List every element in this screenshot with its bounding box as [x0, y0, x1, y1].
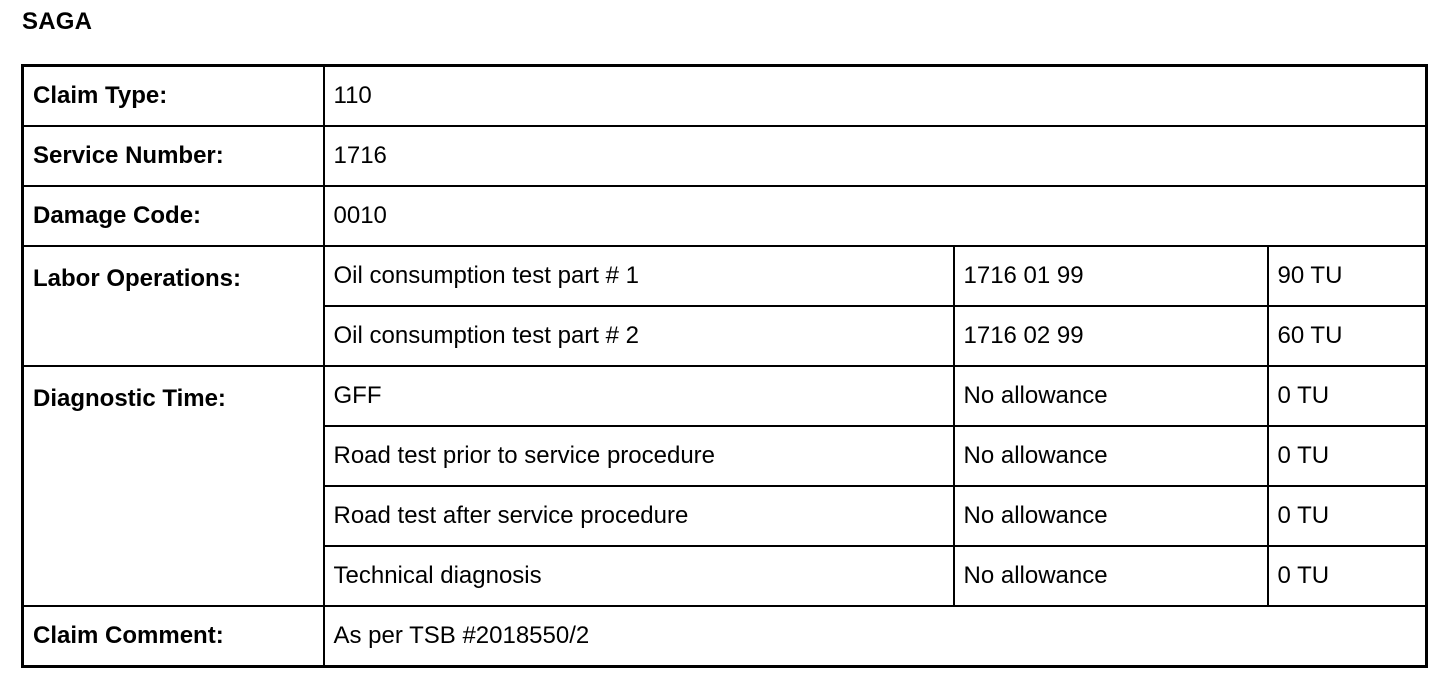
labor-operation-time: 60 TU [1268, 306, 1427, 366]
diagnostic-allowance: No allowance [954, 426, 1268, 486]
claim-type-row [23, 66, 1427, 127]
labor-operation-code: 1716 02 99 [954, 306, 1268, 366]
diagnostic-allowance: No allowance [954, 486, 1268, 546]
diagnostic-time-value: 0 TU [1268, 546, 1427, 606]
diagnostic-description: GFF [324, 366, 954, 426]
diagnostic-time-value: 0 TU [1268, 486, 1427, 546]
damage-code-row [23, 186, 1427, 246]
damage-code-value: 0010 [324, 186, 1427, 246]
claim-type-value: 110 [324, 66, 1427, 127]
claim-type-label: Claim Type: [23, 66, 324, 127]
diagnostic-time-row [23, 366, 1427, 426]
diagnostic-allowance: No allowance [954, 366, 1268, 426]
labor-operation-code: 1716 01 99 [954, 246, 1268, 306]
document-title: SAGA [22, 8, 93, 35]
claim-table [21, 64, 1428, 668]
diagnostic-time-value: 0 TU [1268, 366, 1427, 426]
claim-comment-row [23, 606, 1427, 667]
claim-comment-label: Claim Comment: [23, 606, 324, 667]
diagnostic-time-label: Diagnostic Time: [23, 366, 324, 606]
service-number-row [23, 126, 1427, 186]
service-number-label: Service Number: [23, 126, 324, 186]
labor-operation-description: Oil consumption test part # 1 [324, 246, 954, 306]
diagnostic-description: Technical diagnosis [324, 546, 954, 606]
diagnostic-description: Road test after service procedure [324, 486, 954, 546]
diagnostic-description: Road test prior to service procedure [324, 426, 954, 486]
service-number-value: 1716 [324, 126, 1427, 186]
diagnostic-time-value: 0 TU [1268, 426, 1427, 486]
labor-operation-row [23, 246, 1427, 306]
damage-code-label: Damage Code: [23, 186, 324, 246]
diagnostic-allowance: No allowance [954, 546, 1268, 606]
labor-operation-time: 90 TU [1268, 246, 1427, 306]
labor-operations-label: Labor Operations: [23, 246, 324, 366]
claim-comment-value: As per TSB #2018550/2 [324, 606, 1427, 667]
labor-operation-description: Oil consumption test part # 2 [324, 306, 954, 366]
